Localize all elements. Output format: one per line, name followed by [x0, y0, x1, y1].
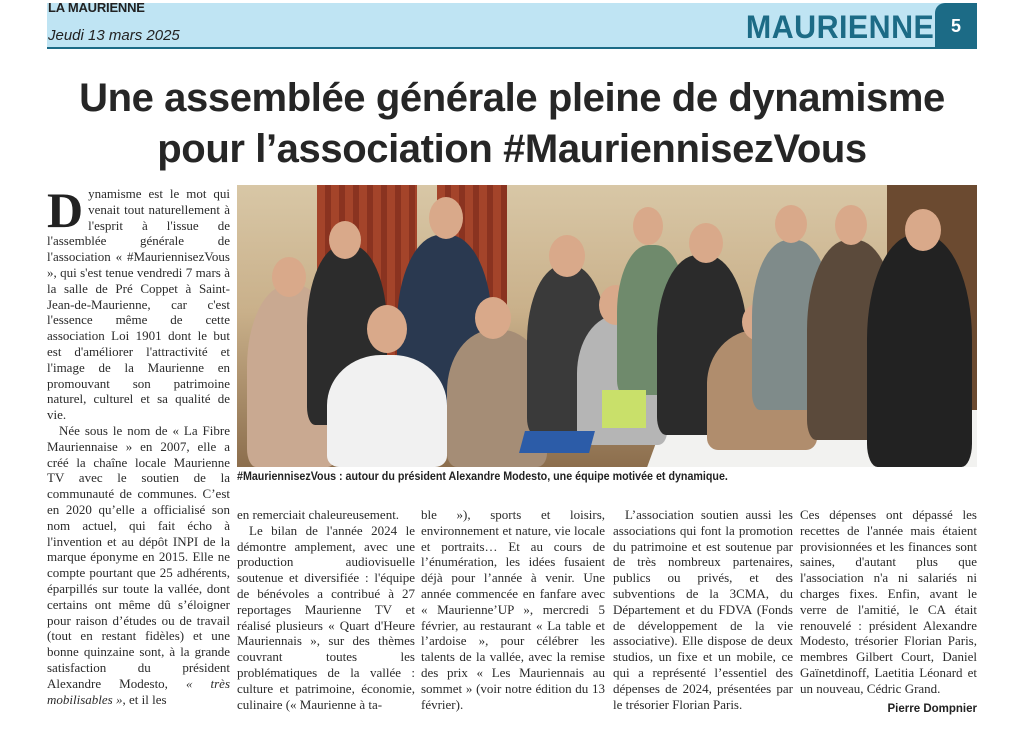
paragraph: ble »), sports et loisirs, environnement et nature, vie locale et portraits… Et au cours de l’énumération, les idées fusaient déjà pour l’année à venir. Une année commencée en fanfare avec « Maurienne’UP », mercredi 5 février, au restaurant « La table et l’ardoise », pour célébrer les talents de la vallée, avec la remise des prix « Les Mauriennais au sommet » (voir notre édition du 13 février).: [421, 507, 605, 712]
person-head: [835, 205, 867, 245]
article-column-2: [237, 507, 415, 712]
blue-folder: [519, 431, 595, 453]
person: [867, 235, 972, 467]
person-head: [329, 221, 361, 259]
person-head: [475, 297, 511, 339]
paragraph: Ces dépenses ont dépassé les recettes de l'année mais étaient provisionnées et les finances sont saines, d'autant plus que l'association n'a ni salariés ni charges fixes. Enfin, avant le verre de l'amitié, le CA était renouvelé : président Alexandre Modesto, trésorier Florian Paris, membres Gilbert Court, Daniel Gaïnetdinoff, Laetitia Léonard et un nouveau, Cédric Grand.: [800, 507, 977, 696]
group-photo: [237, 185, 977, 467]
paragraph-text: Née sous le nom de « La Fibre Mauriennaise » en 2007, elle a créé la chaîne locale Maurienne TV avec le soutien de la communauté de communes. C’est en 2020 qu’elle a officialisé son nom actuel, qui fait écho à l'invention et au dépôt INPI de la marque éponyme en 2015. Elle ne compte pourtant que 25 adhérents, éparpillés sur toute la vallée, dont certains ont même dû s’éloigner pour raison d’études ou de travail (tout en restant fidèles) et une bonne quinzaine sont, à la grande satisfaction du président Alexandre Modesto,: [47, 422, 230, 691]
person-head: [905, 209, 941, 251]
person-head: [429, 197, 463, 239]
person-head: [272, 257, 306, 297]
paragraph: Le bilan de l'année 2024 le démontre amplement, avec une production audiovisuelle soutenue et diversifiée : l'équipe de bénévoles a contribué à 27 reportages Maurienne TV et réalisé plusieurs « Quart d'Heure Mauriennais », sur des thèmes couvrant toutes les problématiques de la vallée : culture et patrimoine, économie, culinaire (« Maurienne à ta-: [237, 522, 415, 712]
paragraph: en remerciait chaleureusement.: [237, 507, 400, 522]
headline-line-1: Une assemblée générale pleine de dynamisme: [79, 76, 945, 120]
person-head: [689, 223, 723, 263]
author-byline: Pierre Dompnier: [887, 702, 977, 715]
paragraph-text: ynamisme est le mot qui venait tout naturellement à l'esprit à l'issue de l'assemblée générale de l'association « #MauriennisezVous », qui s'est tenue vendredi 7 mars à la salle de Pré Coppet à Saint-Jean-de-Maurienne, car c'est l'essence même de cette association Loi 1901 dont le but est d'améliorer l'attractivité et l'image de la Maurienne en promouvant son patrimoine naturel, culturel et sa qualité de vie.: [47, 186, 230, 423]
section-title: MAURIENNE: [745, 9, 934, 45]
newspaper-name: LA MAURIENNE: [48, 0, 145, 15]
issue-date: Jeudi 13 mars 2025: [48, 27, 180, 44]
person-head: [367, 305, 407, 353]
drop-cap: D: [47, 182, 84, 238]
quote-text: « très mobilisables »: [47, 675, 231, 707]
article-column-5: [800, 507, 977, 715]
headline-line-2: pour l’association #MauriennisezVous: [157, 127, 867, 171]
paragraph: [47, 423, 230, 707]
green-box: [602, 390, 646, 428]
person: [327, 355, 447, 467]
person-head: [633, 207, 663, 245]
article-column-3: [421, 507, 605, 712]
photo-caption: #MauriennisezVous : autour du président Alexandre Modesto, une équipe motivée et dynamique.: [237, 471, 728, 483]
person-head: [549, 235, 585, 277]
paragraph: [47, 182, 230, 423]
person-head: [775, 205, 807, 243]
article-column-4: [613, 507, 793, 712]
article-column-1: [47, 182, 231, 707]
paragraph-text: , et il les: [122, 691, 167, 707]
paragraph: L’association soutien aussi les associations qui font la promotion du patrimoine et est soutenue par de très nombreux partenaires, publics ou privés, et des subventions de la 3CMA, du Département et du FDVA (Fonds de développement de la vie associative). Elle dispose de deux studios, un fixe et un mobile, ce qui a représenté l’essentiel des dépenses de 2024, présentées par le trésorier Florian Paris.: [613, 507, 793, 712]
page-number: 5: [935, 3, 977, 49]
